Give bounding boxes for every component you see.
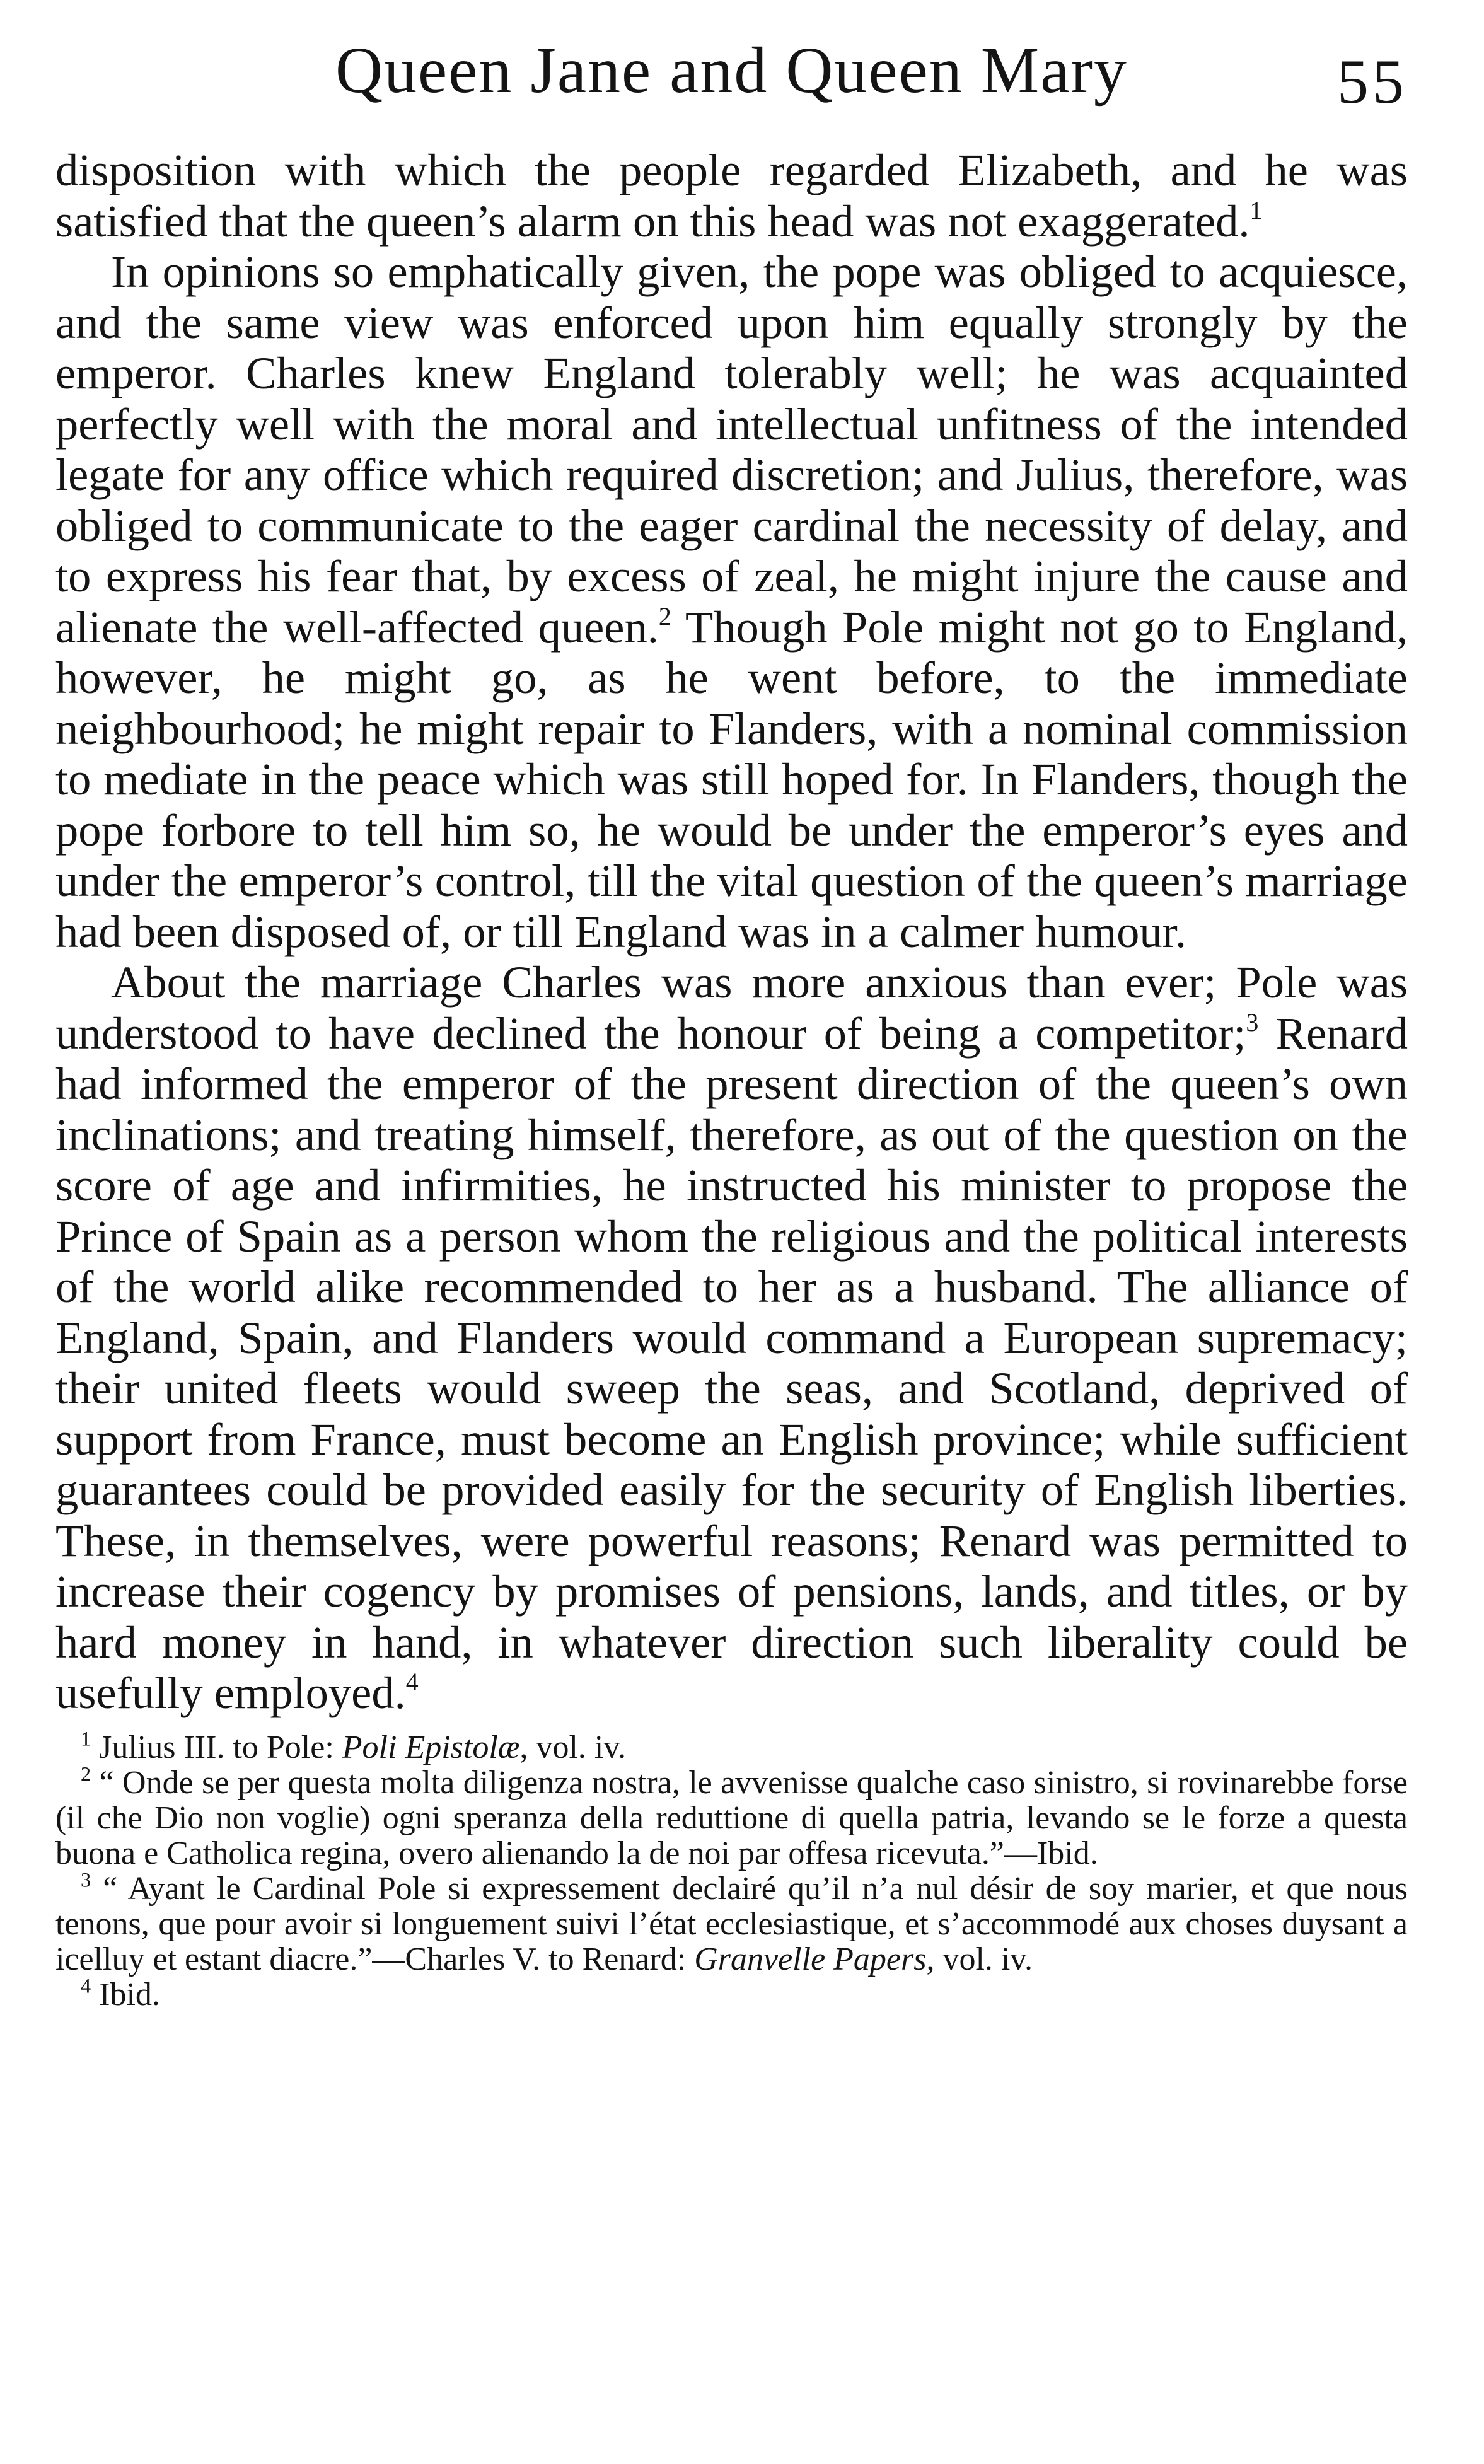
body-text — [55, 145, 1408, 1719]
page-number: 55 — [1337, 47, 1408, 117]
paragraph-2-text-a: In opinions so emphatically given, the pope was obliged to acquiesce, and the same view was enforced upon him equally strongly by the emperor. Charles knew England tolerably well; he was acquainted perfectly well with the moral and intellectual unfitness of the intended legate for any office which required discretion; and Julius, therefore, was obliged to communicate to the eager cardinal the necessity of delay, and to express his fear that, by excess of zeal, he might injure the cause and alienate the well-affected queen. — [55, 246, 1408, 653]
footnote-4-mark: 4 — [81, 1974, 91, 1997]
footnote-1-mark: 1 — [81, 1727, 91, 1750]
footnote-3 — [55, 1868, 1408, 1977]
footnote-1-text: Julius III. to Pole: — [99, 1729, 342, 1765]
footnote-4-text: Ibid. — [99, 1976, 160, 2013]
paragraph-1-text: disposition with which the people regarded Elizabeth, and he was satisfied that the queen’s alarm on this head was not exaggerated. — [55, 144, 1408, 247]
paragraph-3 — [55, 957, 1408, 1719]
footnote-3-mark: 3 — [81, 1868, 91, 1892]
footnote-3-tail: , vol. iv. — [926, 1941, 1033, 1977]
footnote-2-text: “ Onde se per questa molta diligenza nostra, le avvenisse qualche caso sinistro, si rovinarebbe forse (il che Dio non voglie) ogni speranza della reduttione di quella patria, levando se le forze a questa buona e Catholica regina, overo alienando la de noi par offesa ricevuta.”—Ibid. — [55, 1764, 1408, 1871]
paragraph-3-text-a: About the marriage Charles was more anxious than ever; Pole was understood to have declined the honour of being a competitor; — [55, 956, 1408, 1059]
footnote-1-title: Poli Epistolæ — [342, 1729, 520, 1765]
footnote-1 — [55, 1727, 1408, 1765]
footnote-1-tail: , vol. iv. — [519, 1729, 627, 1765]
running-title: Queen Jane and Queen Mary — [335, 34, 1128, 107]
footnote-3-title: Granvelle Papers — [694, 1941, 927, 1977]
paragraph-2 — [55, 247, 1408, 957]
footnote-4 — [55, 1974, 1408, 2013]
book-page — [55, 25, 1408, 2013]
footnote-2-mark: 2 — [81, 1762, 91, 1786]
footnote-2 — [55, 1762, 1408, 1871]
paragraph-3-text-b: Renard had informed the emperor of the present direction of the queen’s own inclinations; and treating himself, therefore, as out of the question on the score of age and infirmities, he instructed his minister to propose the Prince of Spain as a person whom the religious and the political interests of the world alike recommended to her as a husband. The alliance of England, Spain, and Flanders would command a European supremacy; their united fleets would sweep the seas, and Scotland, deprived of support from France, must become an English province; while sufficient guarantees could be provided easily for the security of English liberties. These, in themselves, were powerful reasons; Renard was permitted to increase their cogency by promises of pensions, lands, and titles, or by hard money in hand, in whatever direction such liberality could be usefully employed. — [55, 1007, 1408, 1718]
paragraph-2-text-b: Though Pole might not go to England, however, he might go, as he went before, to the immediate neighbourhood; he might repair to Flanders, with a nominal commission to mediate in the peace which was still hoped for. In Flanders, though the pope forbore to tell him so, he would be under the emperor’s eyes and under the emperor’s control, till the vital question of the queen’s marriage had been disposed of, or till England was in a calmer humour. — [55, 601, 1408, 957]
footnote-3-text: “ Ayant le Cardinal Pole si expressement declairé qu’il n’a nul désir de soy marier, et que nous tenons, que pour avoir si longuement suivi l’état ecclesiastique, et s’accommodé aux choses duysant a icelluy et estant diacre.”—Charles V. to Renard: — [55, 1870, 1408, 1977]
footnote-ref-1: 1 — [1249, 195, 1263, 224]
footnote-ref-3: 3 — [1246, 1008, 1259, 1037]
paragraph-1 — [55, 145, 1408, 247]
footnote-ref-4: 4 — [405, 1668, 419, 1697]
page-header — [55, 25, 1408, 145]
footnote-ref-2: 2 — [658, 601, 671, 631]
footnotes — [55, 1727, 1408, 2013]
